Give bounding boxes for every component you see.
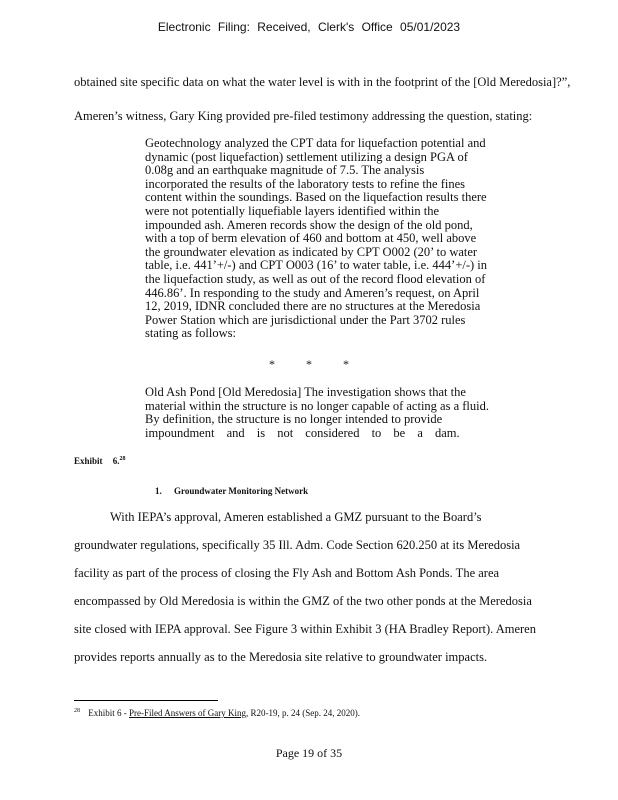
exhibit-label: Exhibit [74,456,103,466]
star: * [343,357,349,371]
quote-line: 446.86’. In responding to the study and Ameren’s request, on April [145,285,480,300]
quote-line: impounded ash. Ameren records show the design of the old pond, [145,217,473,232]
intro-line-1: obtained site specific data on what the water level is with in the footprint of the [Old Meredosia]?”, [74,75,571,89]
quote-line: the liquefaction study, as well as out of the record flood elevation of [145,271,486,286]
ellipsis-stars [0,357,618,372]
quote-line: Old Ash Pond [Old Meredosia] The investigation shows that the [145,385,466,399]
quote-line: material within the structure is no longer capable of acting as a fluid. [145,398,489,413]
quote-line: stating as follows: [145,326,236,341]
quote-line: incorporated the results of the laboratory tests to refine the fines [145,176,466,191]
filing-header: Electronic Filing: Received, Clerk's Office 05/01/2023 [157,20,461,34]
subheading-number: 1. [155,486,162,496]
exhibit-number: 6 [112,456,118,466]
footnote-marker: 28 [119,456,126,462]
footnote-rest: , R20-19, p. 24 (Sep. 24, 2020). [245,708,360,718]
exhibit-citation: Exhibit 6.28 [74,456,126,466]
subheading-title: Groundwater Monitoring Network [174,486,309,496]
body-line: With IEPA’s approval, Ameren established a GMZ pursuant to the Board’s [110,510,482,524]
block-quote-1 [145,137,525,341]
page-number: Page 19 of 35 [275,746,343,760]
quote-line: Geotechnology analyzed the CPT data for liquefaction potential and [145,136,486,150]
section-subheading [155,486,308,496]
quote-line: were not potentially liquefiable layers identified within the [145,203,440,218]
footnote-reference: Pre-Filed Answers of Gary King [129,708,246,718]
body-line: site closed with IEPA approval. See Figure 3 within Exhibit 3 (HA Bradley Report). Ameren [74,622,536,636]
footnote-number: 28 [74,708,80,714]
quote-line: By definition, the structure is no longer intended to provide [145,412,443,427]
body-line: groundwater regulations, specifically 35 Ill. Adm. Code Section 620.250 at its Meredosia [74,538,521,552]
quote-line: 0.08g and an earthquake magnitude of 7.5. The analysis [145,163,425,178]
quote-line: impoundment and is not considered to be a dam. [145,425,460,440]
quote-line: dynamic (post liquefaction) settlement utilizing a design PGA of [145,149,468,164]
body-line: facility as part of the process of closing the Fly Ash and Bottom Ash Ponds. The area [74,566,500,580]
star: * [269,357,275,371]
block-quote-2 [145,386,525,440]
quote-line: 12, 2019, IDNR concluded there are no structures at the Meredosia [145,299,481,314]
quote-line: table, i.e. 441’+/-) and CPT O003 (16’ to water table, i.e. 444’+/-) in [145,258,488,273]
intro-line-2: Ameren’s witness, Gary King provided pre-filed testimony addressing the question, stating: [74,109,533,123]
star: * [306,357,312,371]
quote-line: the groundwater elevation as indicated by CPT O002 (20’ to water [145,244,478,259]
quote-line: Power Station which are jurisdictional under the Part 3702 rules [145,312,466,327]
quote-line: with a top of berm elevation of 460 and bottom at 450, well above [145,231,477,246]
footnote [74,708,360,718]
body-line: encompassed by Old Meredosia is within the GMZ of the two other ponds at the Meredosia [74,594,532,608]
body-line: provides reports annually as to the Meredosia site relative to groundwater impacts. [74,650,488,664]
footnote-label: Exhibit 6 - [88,708,127,718]
footnote-divider [74,700,218,701]
quote-line: content within the soundings. Based on the liquefaction results there [145,190,487,205]
